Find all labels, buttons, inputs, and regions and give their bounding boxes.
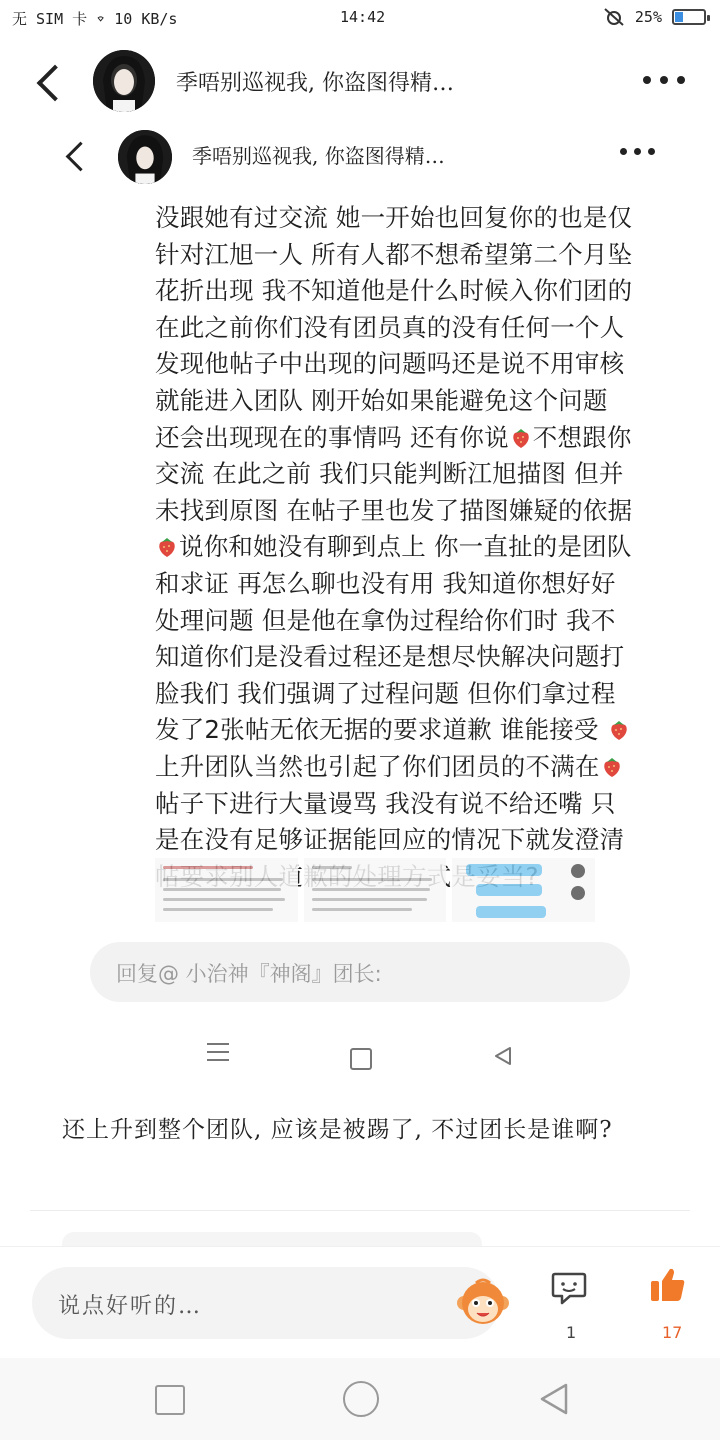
- status-time: 14:42: [340, 8, 386, 26]
- home-icon: [350, 1048, 372, 1070]
- inner-avatar: [118, 130, 172, 184]
- comment-text: 还上升到整个团队, 应该是被踢了, 不过团长是谁啊?: [62, 1117, 613, 1143]
- thumbnail-image[interactable]: [155, 858, 298, 922]
- outer-title: 季唔别巡视我, 你盗图得精…: [176, 71, 454, 96]
- more-icon[interactable]: [643, 76, 685, 84]
- status-bar: [0, 0, 720, 36]
- reply-placeholder: 回复@ 小治神『神阁』团长:: [116, 962, 382, 986]
- recent-apps-icon[interactable]: [155, 1385, 185, 1415]
- inner-nav-bar: [0, 1030, 720, 1090]
- strawberry-icon: [155, 535, 179, 559]
- alarm-icon: [603, 8, 625, 26]
- image-thumbnails[interactable]: [155, 858, 595, 922]
- thumbnail-image[interactable]: [304, 858, 447, 922]
- inner-title: 季唔别巡视我, 你盗图得精…: [192, 144, 445, 168]
- post-body: [155, 200, 640, 895]
- divider: [30, 1210, 690, 1211]
- reply-input[interactable]: [90, 942, 630, 1002]
- post-text-1: 没跟她有过交流 她一开始也回复你的也是仅针对江旭一人 所有人都不想希望第二个月坠花折出现 我不知道他是什么时候入你们团的 在此之前你们没有团员真的没有任何一个人发现他帖子中出现的问题吗还是说不用审核就能进入团队 刚开始如果能避免这个问题 还会出现现在的事情吗 还有你说: [155, 203, 633, 452]
- strawberry-icon: [607, 718, 631, 742]
- back-triangle-icon: [492, 1045, 514, 1067]
- thumbnail-image[interactable]: [452, 858, 595, 922]
- inner-back-icon: [66, 142, 96, 172]
- status-left: 无 SIM 卡 ⌔ 10 KB/s: [12, 10, 178, 28]
- home-icon[interactable]: [343, 1381, 379, 1417]
- post-text-5: 帖子下进行大量谩骂 我没有说不给还嘴 只是在没有足够证据能回应的情况下就发澄清: [155, 788, 625, 855]
- monkey-emoji-icon[interactable]: [456, 1277, 510, 1329]
- system-nav-bar: [0, 1358, 720, 1440]
- thumbs-up-icon[interactable]: [648, 1265, 688, 1305]
- strawberry-icon: [600, 755, 624, 779]
- avatar[interactable]: [93, 50, 155, 112]
- comment-input[interactable]: [32, 1267, 500, 1339]
- back-icon[interactable]: [37, 65, 74, 102]
- comment-icon[interactable]: [550, 1269, 588, 1307]
- like-count: 17: [662, 1323, 683, 1342]
- inner-header: [0, 122, 720, 192]
- battery-icon: [672, 9, 706, 25]
- back-triangle-icon[interactable]: [538, 1382, 570, 1416]
- inner-more-icon: [620, 148, 655, 155]
- bottom-bar: [0, 1246, 720, 1359]
- menu-icon: [207, 1043, 229, 1063]
- comment-count: 1: [566, 1323, 577, 1342]
- comment-input-placeholder: 说点好听的…: [58, 1294, 203, 1319]
- status-right: [603, 8, 706, 26]
- battery-percent: 25%: [634, 8, 662, 26]
- post-text-3: 说你和她没有聊到点上 你一直扯的是团队和求证 再怎么聊也没有用 我知道你想好好处理问题 但是他在拿伪过程给你们时 我不知道你们是没看过程还是想尽快解决问题打脸我们 我们强调了过程问题 但你们拿过程发了2张帖无依无据的要求道歉 谁能接受: [155, 532, 632, 745]
- outer-header: [0, 46, 720, 116]
- post-text-2: 不想跟你交流 在此之前 我们只能判断江旭描图 但并未找到原图 在帖子里也发了描图嫌疑的依据: [155, 422, 633, 525]
- strawberry-icon: [509, 426, 533, 450]
- post-text-4: 上升团队当然也引起了你们团员的不满在: [155, 751, 600, 781]
